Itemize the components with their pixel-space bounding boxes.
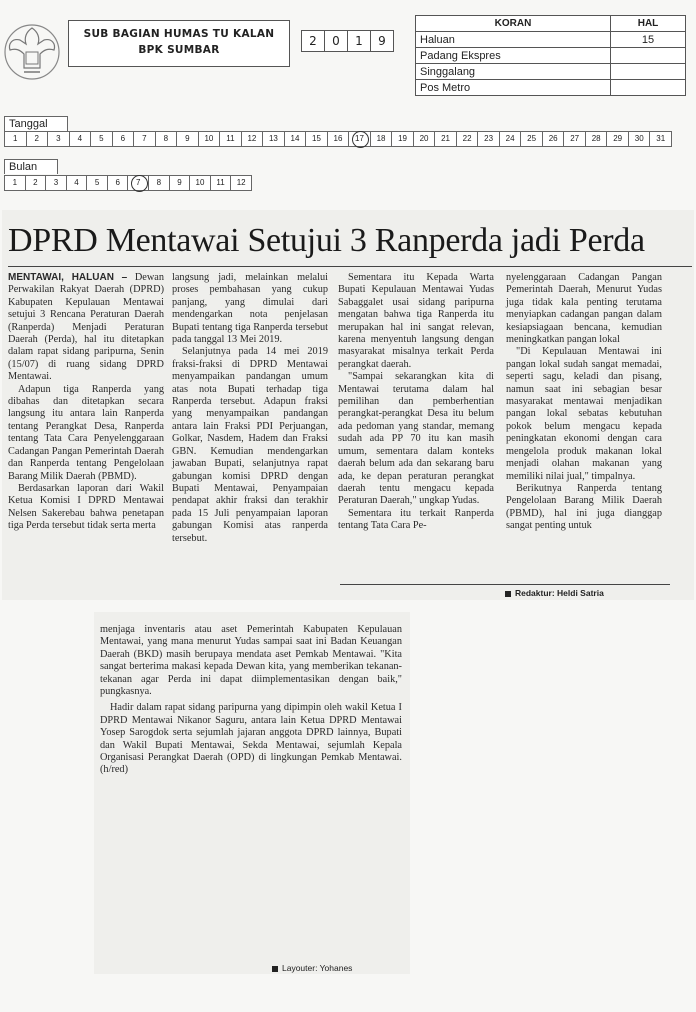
- paragraph: menjaga inventaris atau aset Pemerintah Kabupaten Kepulauan Mentawai, yang mana menurut Yudas sampai saat ini Badan Keuangan Daerah (BKD) masih berupaya mendata aset Pemkab Mentawai. "Kita sangat berterima makasi kepada Dewan kita, yang memberikan tekanan-tekanan agar Perda ini dapat diimplementasikan dengan baik," pungkasnya.: [100, 624, 402, 698]
- day-cell: 19: [392, 132, 414, 146]
- day-row: [4, 131, 672, 147]
- paragraph: "Di Kepulauan Mentawai ini pangan lokal sudah sangat memadai, seperti sagu, keladi dan pisang, namun saat ini sebagian besar masyarakat mentawai menjadikan pangan lokal sebatas kebutuhan pokok belum mengacu kepada peningkatan ekonomi dengan cara mengelola produk makanan lokal menjadi olahan makanan yang memiliki nilai jual," timpalnya.: [506, 346, 662, 482]
- paragraph: Berdasarkan laporan dari Wakil Ketua Komisi I DPRD Mentawai Nelsen Sakerebau bahwa penetapan tiga Perda tersebut tidak serta merta: [8, 482, 164, 532]
- page-number: [611, 80, 686, 96]
- day-cell: 25: [521, 132, 543, 146]
- month-cell: 6: [108, 176, 129, 190]
- month-cell: 4: [67, 176, 88, 190]
- paragraph: Berikutnya Ranperda tentang Pengelolaan Barang Milik Daerah (PBMD), hal ini juga dianggap sangat penting untuk: [506, 482, 662, 532]
- office-line2: BPK SUMBAR: [138, 44, 220, 56]
- year-digit: 2: [302, 31, 325, 51]
- paragraph: langsung jadi, melainkan melalui proses pembahasan yang cukup panjang, yang dimulai dari mendengarkan nota penjelasan Bupati tentang tiga Ranperda tersebut pada tanggal 13 Mei 2019.: [172, 272, 328, 346]
- day-selected-number: 17: [355, 134, 364, 143]
- layouter-credit: [272, 963, 352, 973]
- paragraph: Adapun tiga Ranperda yang dibahas dan ditetapkan secara langsung itu antara lain Ranperda tentang Perangkat Desa, Ranperda tentang Tata Cara Penyelenggaraan Cadangan Pangan Pemerintah Daerah dan Ranperda tentang Pengelolaan Barang Milik Daerah (PBMD).: [8, 383, 164, 482]
- page-number: 15: [611, 32, 686, 48]
- day-cell: 2: [27, 132, 49, 146]
- day-cell: 24: [500, 132, 522, 146]
- bulan-label: Bulan: [4, 159, 58, 174]
- article-column-3: [338, 272, 494, 533]
- page-number: [611, 64, 686, 80]
- month-cell: 9: [170, 176, 191, 190]
- day-cell: 8: [156, 132, 178, 146]
- page-number: [611, 48, 686, 64]
- garuda-emblem-icon: [2, 14, 62, 84]
- article-column-1: [8, 272, 164, 533]
- day-cell: 16: [328, 132, 350, 146]
- newspaper-name: Singgalang: [416, 64, 611, 80]
- redaktur-text: Redaktur: Heldi Satria: [515, 588, 604, 598]
- day-cell: 27: [564, 132, 586, 146]
- day-cell: 18: [371, 132, 393, 146]
- day-cell: [349, 132, 371, 146]
- month-cell: 10: [190, 176, 211, 190]
- table-row: [416, 32, 686, 48]
- day-cell: 3: [48, 132, 70, 146]
- paragraph: Selanjutnya pada 14 mei 2019 fraksi-fraksi di DPRD Mentawai menyampaikan pandangan umum atas nota Bupati terhadap tiga Ranperda tersebut. Adapun fraksi yang menyampaikan pandangan antara lain Fraksi PDI Perjuangan, Golkar, Nasdem, Hadem dan Fraksi GBN. Kemudian mendengarkan jawaban Bupati, selanjutnya rapat gabungan komisi DPRD dengan Bupati Mentawai, Penyampaian pendapat akhir fraksi dan terakhir pada 15 Juli penyampaian laporan gabungan Komisi atas ranperda tersebut.: [172, 346, 328, 544]
- day-cell: 26: [543, 132, 565, 146]
- year-digit: 1: [348, 31, 371, 51]
- day-cell: 20: [414, 132, 436, 146]
- square-bullet-icon: [272, 966, 278, 972]
- paragraph: Sementara itu Kepada Warta Bupati Kepulauan Mentawai Yudas Sabaggalet usai sidang paripurna mengatan bahwa tiga Ranperda itu merupakan hal ini sangat relevan, karena menyentuh langsung dengan masyarakat misalnya terkait Perda perangkat daerah.: [338, 272, 494, 370]
- day-cell: 29: [607, 132, 629, 146]
- koran-header: KORAN: [416, 16, 611, 32]
- year-box: [301, 30, 394, 52]
- layouter-text: Layouter: Yohanes: [282, 963, 353, 973]
- month-cell: [128, 176, 149, 190]
- newspaper-name: Padang Ekspres: [416, 48, 611, 64]
- month-cell: 1: [5, 176, 26, 190]
- year-digit: 9: [378, 34, 386, 48]
- redaktur-credit: [505, 588, 604, 598]
- day-cell: 11: [220, 132, 242, 146]
- day-cell: 21: [435, 132, 457, 146]
- table-row: [416, 80, 686, 96]
- hal-header: HAL: [611, 16, 686, 32]
- article-column-4: [506, 272, 662, 533]
- tanggal-label: Tanggal: [4, 116, 68, 131]
- day-cell: 5: [91, 132, 113, 146]
- day-cell: 15: [306, 132, 328, 146]
- newspaper-table: [415, 15, 686, 96]
- month-cell: 12: [236, 178, 246, 187]
- square-bullet-icon: [505, 591, 511, 597]
- day-cell: 4: [70, 132, 92, 146]
- year-digit: 0: [325, 31, 348, 51]
- office-line1: SUB BAGIAN HUMAS TU KALAN: [83, 28, 275, 40]
- month-cell: 2: [26, 176, 47, 190]
- table-row: [416, 48, 686, 64]
- day-cell: 6: [113, 132, 135, 146]
- headline-rule: [8, 266, 692, 267]
- article-lead: MENTAWAI, HALUAN –: [8, 272, 128, 283]
- day-cell: 12: [242, 132, 264, 146]
- newspaper-name: Pos Metro: [416, 80, 611, 96]
- office-box: [68, 20, 290, 67]
- paragraph: Hadir dalam rapat sidang paripurna yang dipimpin oleh wakil Ketua I DPRD Mentawai Nikanor Saguru, antara lain Ketua DPRD Mentawai Yosep Sarogdok serta sejumlah jajaran anggota DPRD lainnya, Bupati dan Wakil Bupati Mentawai, Sekda Mentawai, sejumlah Kepala Organisasi Perangkat Daerah (OPD) di lingkungan Pemkab Mentawai. (h/red): [100, 702, 402, 776]
- month-row: [4, 175, 252, 191]
- day-cell: 7: [134, 132, 156, 146]
- month-cell: 8: [149, 176, 170, 190]
- paragraph: Sementara itu terkait Ranperda tentang Tata Cara Pe-: [338, 507, 494, 532]
- day-cell: 13: [263, 132, 285, 146]
- month-selected-number: 7: [136, 178, 141, 187]
- day-cell: 1: [5, 132, 27, 146]
- paragraph: nyelenggaraan Cadangan Pangan Pemerintah Daerah, Menurut Yudas juga tidak kala penting terutama menyiapkan cadangan pangan dalam kesiapsiagaan bencana, kemudian meningkatkan pangan lokal: [506, 272, 662, 346]
- day-cell: 9: [177, 132, 199, 146]
- day-cell: 28: [586, 132, 608, 146]
- article-column-2: [172, 272, 328, 545]
- continuation-column: [100, 624, 402, 777]
- paragraph: "Sampai sekarangkan kita di Mentawai terutama dalam hal pemilihan dan pemberhentian perangkat-perangkat Desa itu belum ada pedoman yang standar, memang sudah ada PP 70 itu kan masih umum, sementara dalam konteks daerah belum ada dan sekarang baru ada, ke depan peraturan perangkat daerah tentu mengacu kepada Peraturan Daerah," ungkap Yudas.: [338, 371, 494, 507]
- month-cell: 3: [46, 176, 67, 190]
- paragraph: Dewan Perwakilan Rakyat Daerah (DPRD) Kabupaten Kepulauan Mentawai setujui 3 Rencana Peraturan Daerah (Ranperda) Menjadi Peraturan Daerah (Perda), hal itu ditetapkan dalam rapat sidang paripurna, Senin (15/07) di ruang sidang DPRD Mentawai.: [8, 272, 164, 383]
- newspaper-name: Haluan: [416, 32, 611, 48]
- article-headline: DPRD Mentawai Setujui 3 Ranperda jadi Perda: [8, 222, 645, 259]
- day-cell: 31: [656, 134, 666, 143]
- day-cell: 22: [457, 132, 479, 146]
- day-cell: 10: [199, 132, 221, 146]
- day-cell: 30: [629, 132, 651, 146]
- day-cell: 14: [285, 132, 307, 146]
- month-cell: 5: [87, 176, 108, 190]
- day-cell: 23: [478, 132, 500, 146]
- table-row: [416, 64, 686, 80]
- redaktur-rule: [340, 584, 670, 585]
- month-cell: 11: [211, 176, 232, 190]
